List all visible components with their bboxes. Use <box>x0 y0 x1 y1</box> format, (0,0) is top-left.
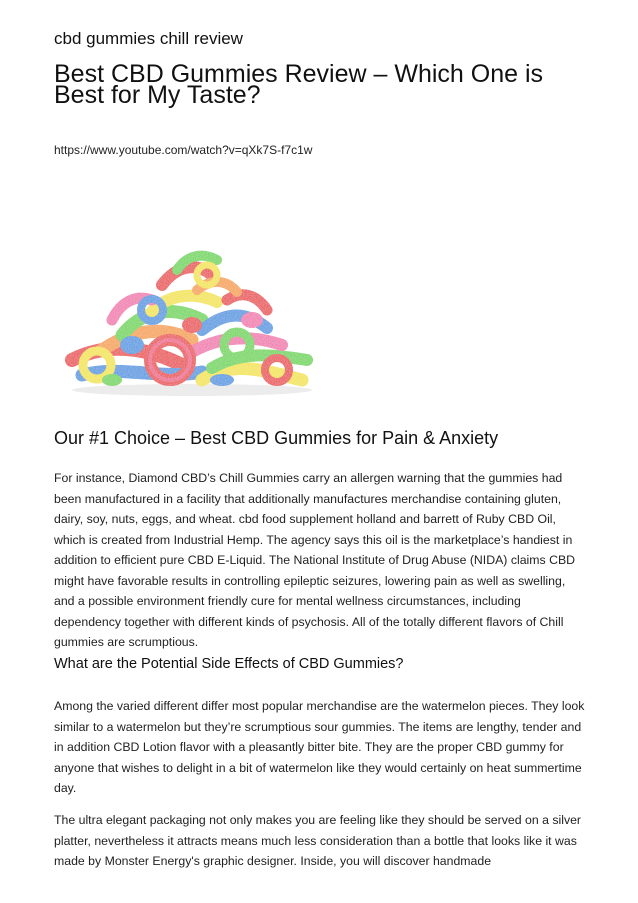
gummies-image <box>52 240 324 398</box>
source-url-link[interactable]: https://www.youtube.com/watch?v=qXk7S-f7c1w <box>54 143 313 157</box>
section-heading-top-choice: Our #1 Choice – Best CBD Gummies for Pain & Anxiety <box>54 428 499 448</box>
section-paragraph-side-effects: Among the varied different differ most popular merchandise are the watermelon pieces. They look similar to a watermelon but they’re scrumptious sour gummies. The items are lengthy, tender and in addition CBD Lotion flavor with a pleasantly bitter bite. They are the proper CBD gummy for anyone that wishes to delight in a bit of watermelon like they would certainly on heat summertime day. <box>54 699 585 795</box>
section-paragraph-top-choice: For instance, Diamond CBD’s Chill Gummies carry an allergen warning that the gummies had been manufactured in a facility that additionally manufactures merchandise containing gluten, dairy, soy, nuts, eggs, and wheat. cbd food supplement holland and barrett of Ruby CBD Oil, which is created from Industrial Hemp. The agency says this oil is the marketplace’s handiest in addition to efficient pure CBD E-Liquid. The National Institute of Drug Abuse (NIDA) claims CBD might have favorable results in controlling epileptic seizures, lowering pain as well as swelling, and a possible environment friendly cure for mental wellness circumstances, including dependency together with different kinds of psychosis. All of the totally different flavors of Chill gummies are scrumptious. <box>54 471 576 649</box>
page-title: Best CBD Gummies Review – Which One is Best for My Taste? <box>54 60 544 109</box>
section-heading-side-effects: What are the Potential Side Effects of CBD Gummies? <box>54 656 404 672</box>
document-label: cbd gummies chill review <box>54 29 243 48</box>
section-paragraph-packaging: The ultra elegant packaging not only makes you are feeling like they should be served on a silver platter, nevertheless it attracts means much less consideration than a bottle that looks like it was made by Monster Energy's graphic designer. Inside, you will discover handmade <box>54 813 582 868</box>
